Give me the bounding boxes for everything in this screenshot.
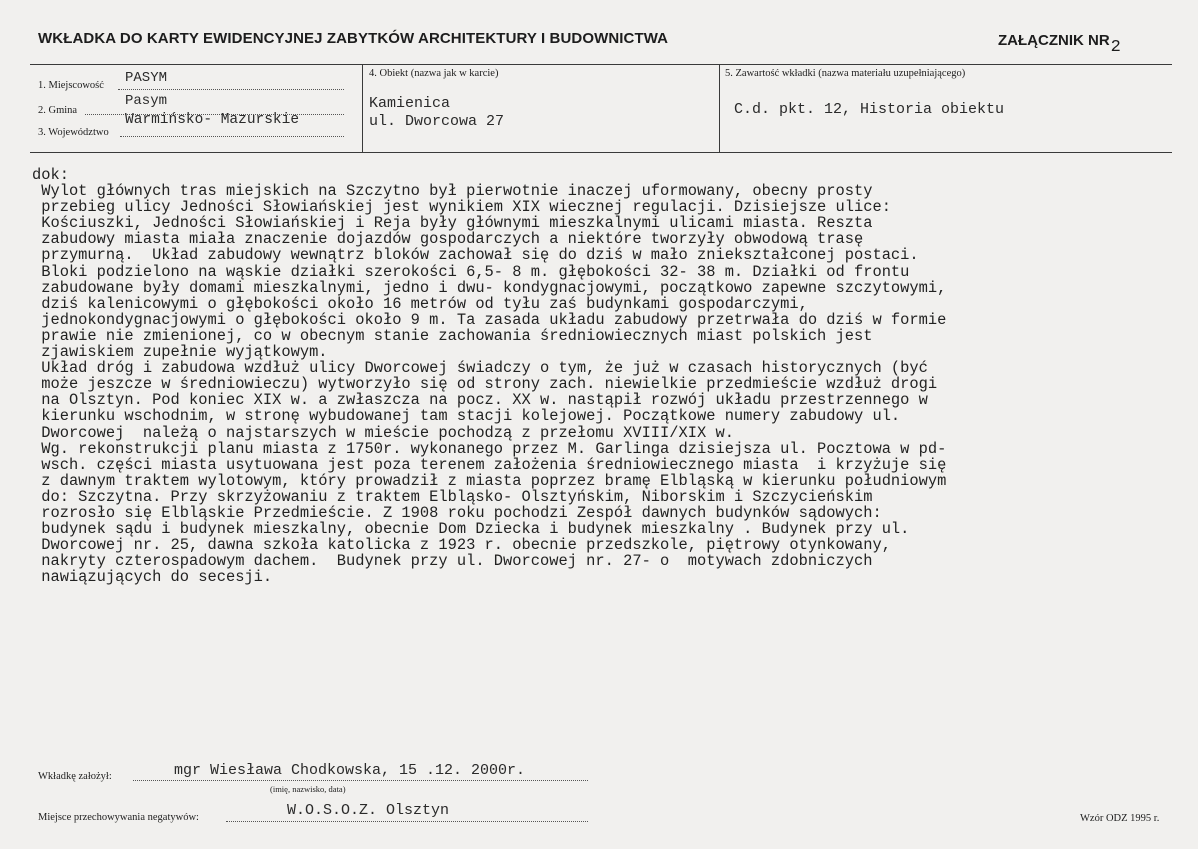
zalozyl-dots — [133, 780, 588, 781]
text-line: Wylot głównych tras miejskich na Szczytno był pierwotnie inaczej uformowany, obecny prosty — [32, 182, 873, 201]
text-line: dziś kalenicowymi o głębokości około 16 metrów od tyłu zaś budynkami gospodarczymi, — [32, 294, 808, 313]
miejscowosc-value: PASYM — [125, 70, 168, 86]
text-line: Układ dróg i zabudowa wzdłuż ulicy Dworcowej świadczy o tym, że już w czasach historycznych (być — [32, 359, 928, 378]
text-line: wsch. części miasta usytuowana jest poza terenem założenia średniowiecznego miasta i krzyżuje się — [32, 455, 947, 474]
gmina-value: Pasym — [125, 93, 168, 109]
negatywy-dots — [226, 821, 588, 822]
attachment-label-text: ZAŁĄCZNIK NR — [998, 32, 1110, 49]
obiekt-label: 4. Obiekt (nazwa jak w karcie) — [369, 68, 499, 79]
zawartosc-value: C.d. pkt. 12, Historia obiektu — [734, 101, 1005, 118]
text-line: przebieg ulicy Jedności Słowiańskiej jest wynikiem XIX wiecznej regulacji. Dzisiejsze ulice: — [32, 198, 891, 217]
text-line: Dworcowej należą o najstarszych w mieście pochodzą z przełomu XVIII/XIX w. — [32, 423, 734, 442]
header-top-rule — [30, 64, 1172, 65]
column-divider-2 — [719, 64, 720, 152]
obiekt-line1: Kamienica — [369, 95, 451, 112]
column-divider-1 — [362, 64, 363, 152]
text-line: Dworcowej nr. 25, dawna szkoła katolicka z 1923 r. obecnie przedszkole, piętrowy otynkowany, — [32, 536, 891, 555]
text-line: zabudowy miasta miała znaczenie dojazdów gospodarczych a niektóre tworzyły obwodową trasę — [32, 230, 864, 249]
text-line: nakryty czterospadowym dachem. Budynek przy ul. Dworcowej nr. 27- o motywach zdobniczych — [32, 552, 873, 571]
form-title: WKŁADKA DO KARTY EWIDENCYJNEJ ZABYTKÓW ARCHITEKTURY I BUDOWNICTWA — [38, 30, 669, 47]
text-line: Bloki podzielono na wąskie działki szerokości 6,5- 8 m. głębokości 32- 38 m. Działki od frontu — [32, 262, 910, 281]
form-version: Wzór ODZ 1995 r. — [1080, 813, 1160, 824]
text-line: prawie nie zmienionej, co w obecnym stanie zachowania średniowiecznych miast polskich jest — [32, 326, 873, 345]
wojewodztwo-label: 3. Województwo — [38, 127, 109, 138]
text-line: rozrosło się Elbląskie Przedmieście. Z 1908 roku pochodzi Zespół dawnych budynków sądowych: — [32, 503, 882, 522]
attachment-number: 2 — [1110, 38, 1121, 57]
wojewodztwo-dots — [120, 136, 344, 137]
text-line: jednokondygnacjowymi o głębokości około 9 m. Ta zasada układu zabudowy przetrwała do dziś w formie — [32, 310, 947, 329]
wojewodztwo-value: Warmińsko- Mazurskie — [125, 112, 300, 128]
attachment-label — [998, 32, 1121, 57]
text-line: zjawiskiem zupełnie wyjątkowym. — [32, 343, 328, 362]
text-line: budynek sądu i budynek mieszkalny, obecnie Dom Dziecka i budynek mieszkalny . Budynek przy ul. — [32, 520, 910, 539]
miejscowosc-dots — [118, 89, 344, 90]
negatywy-value: W.O.S.O.Z. Olsztyn — [287, 802, 450, 819]
zalozyl-value: mgr Wiesława Chodkowska, 15 .12. 2000r. — [174, 762, 526, 779]
text-line: przymurną. Układ zabudowy wewnątrz bloków zachował się do dziś w mało zniekształconej postaci. — [32, 246, 919, 265]
text-line: z dawnym traktem wylotowym, który prowadził z miasta poprzez bramę Elbląską w kierunku południowym — [32, 471, 947, 490]
text-line: do: Szczytna. Przy skrzyżowaniu z traktem Elbląsko- Olsztyńskim, Niborskim i Szczycieńskim — [32, 487, 873, 506]
obiekt-line2: ul. Dworcowa 27 — [369, 113, 505, 130]
history-text — [32, 167, 1172, 585]
zawartosc-label: 5. Zawartość wkładki (nazwa materiału uzupełniającego) — [725, 68, 966, 79]
gmina-label: 2. Gmina — [38, 105, 78, 116]
text-line: na Olsztyn. Pod koniec XIX w. a zwłaszcza na pocz. XX w. nastąpił rozwój układu przestrzennego w — [32, 391, 928, 410]
negatywy-label: Miejsce przechowywania negatywów: — [38, 812, 199, 823]
text-line: kierunku wschodnim, w stronę wybudowanej tam stacji kolejowej. Początkowe numery zabudowy ul. — [32, 407, 901, 426]
text-line: Wg. rekonstrukcji planu miasta z 1750r. wykonanego przez M. Garlinga dzisiejsza ul. Pocztowa w pd- — [32, 439, 947, 458]
text-line: zabudowane były domami mieszkalnymi, jedno i dwu- kondygnacjowymi, początkowo zapewne szczytowymi, — [32, 278, 947, 297]
text-line: Kościuszki, Jedności Słowiańskiej i Reja były głównymi mieszkalnymi ulicami miasta. Reszta — [32, 214, 873, 233]
header-bottom-rule — [30, 152, 1172, 153]
miejscowosc-label: 1. Miejscowość — [38, 80, 104, 91]
zalozyl-hint: (imię, nazwisko, data) — [270, 784, 346, 794]
text-line: może jeszcze w średniowieczu) wytworzyło się od strony zach. niewielkie przedmieście wzdłuż drogi — [32, 375, 938, 394]
zalozyl-label: Wkładkę założył: — [38, 771, 112, 782]
text-line: dok: — [32, 166, 69, 184]
text-line: nawiązujących do secesji. — [32, 568, 273, 587]
